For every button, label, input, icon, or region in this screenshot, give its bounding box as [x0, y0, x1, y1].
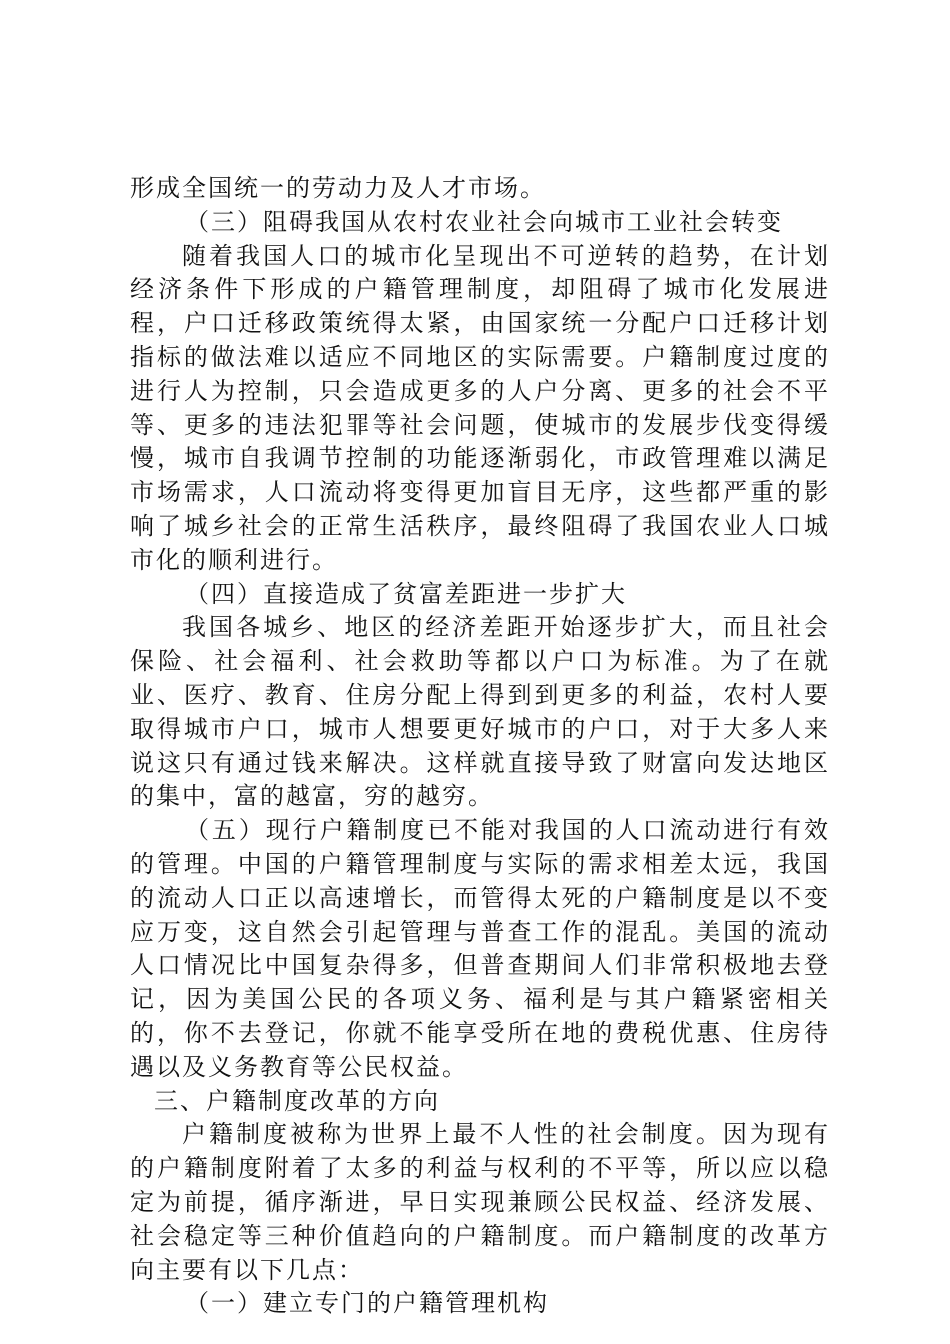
paragraph-wealth-gap: 我国各城乡、地区的经济差距开始逐步扩大，而且社会保险、社会福利、社会救助等都以户口为标准。为了在就业、医疗、教育、住房分配上得到到更多的利益，农村人要取得城市户口，城市人想要更好城市的户口，对于大多人来说这只有通过钱来解决。这样就直接导致了财富向发达地区的集中，富的越富，穷的越穷。	[130, 613, 830, 811]
subheading-4: （四）直接造成了贫富差距进一步扩大	[185, 579, 627, 608]
subheading-3: （三）阻碍我国从农村农业社会向城市工业社会转变	[185, 207, 783, 236]
subheading-reform-1: （一）建立专门的户籍管理机构	[185, 1289, 549, 1318]
section-heading-3: 三、户籍制度改革的方向	[154, 1086, 440, 1115]
document-body	[130, 172, 830, 1321]
subheading-5-paragraph: （五）现行户籍制度已不能对我国的人口流动进行有效的管理。中国的户籍管理制度与实际的需求相差太远，我国的流动人口正以高速增长，而管得太死的户籍制度是以不变应万变，这自然会引起管理与普查工作的混乱。美国的流动人口情况比中国复杂得多，但普查期间人们非常积极地去登记，因为美国公民的各项义务、福利是与其户籍紧密相关的，你不去登记，你就不能享受所在地的费税优惠、住房待遇以及义务教育等公民权益。	[130, 816, 830, 1081]
paragraph-urbanization: 随着我国人口的城市化呈现出不可逆转的趋势，在计划经济条件下形成的户籍管理制度，却阻碍了城市化发展进程，户口迁移政策统得太紧，由国家统一分配户口迁移计划指标的做法难以适应不同地区的实际需要。户籍制度过度的进行人为控制，只会造成更多的人户分离、更多的社会不平等、更多的违法犯罪等社会问题，使城市的发展步伐变得缓慢，城市自我调节控制的功能逐渐弱化，市政管理难以满足市场需求，人口流动将变得更加盲目无序，这些都严重的影响了城乡社会的正常生活秩序，最终阻碍了我国农业人口城市化的顺利进行。	[130, 241, 830, 574]
paragraph-continuation: 形成全国统一的劳动力及人才市场。	[130, 174, 546, 202]
paragraph-reform-direction: 户籍制度被称为世界上最不人性的社会制度。因为现有的户籍制度附着了太多的利益与权利的不平等，所以应以稳定为前提，循序渐进，早日实现兼顾公民权益、经济发展、社会稳定等三种价值趋向的户籍制度。而户籍制度的改革方向主要有以下几点：	[130, 1120, 830, 1284]
